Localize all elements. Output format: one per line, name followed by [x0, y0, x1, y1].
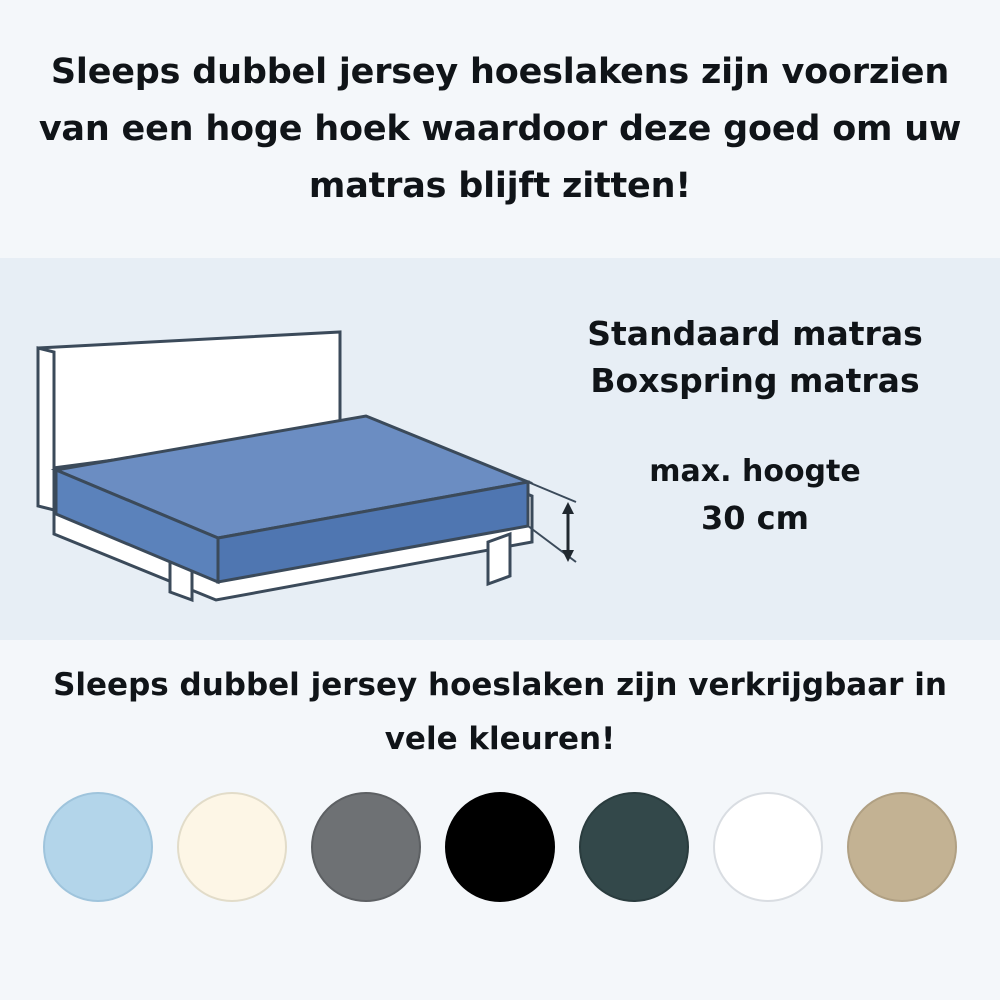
band-text-spacer — [520, 404, 990, 449]
color-swatch-grijs[interactable] — [311, 792, 421, 902]
color-swatch-row — [0, 792, 1000, 902]
headboard-post — [38, 348, 54, 510]
color-swatch-creme[interactable] — [177, 792, 287, 902]
band-height-value: 30 cm — [701, 499, 809, 537]
bed-illustration — [20, 310, 580, 610]
color-swatch-lichtblauw[interactable] — [43, 792, 153, 902]
color-swatch-taupe[interactable] — [847, 792, 957, 902]
colors-caption — [0, 658, 1000, 766]
colors-block — [0, 640, 1000, 1000]
headline-line-2: van een hoge hoek waardoor deze goed om uw — [38, 108, 962, 149]
headline-line-3: matras blijft zitten! — [308, 165, 692, 206]
headline-block — [0, 0, 1000, 258]
band-height-label: max. hoogte — [649, 454, 861, 489]
band-title-boxspring: Boxspring matras — [590, 361, 920, 400]
band-text-block — [520, 310, 990, 541]
colors-caption-line-1: Sleeps dubbel jersey hoeslaken zijn verkrijgbaar in — [53, 667, 947, 703]
band-title-standaard: Standaard matras — [587, 314, 923, 353]
color-swatch-wit[interactable] — [713, 792, 823, 902]
bed-leg-front-right — [488, 534, 510, 584]
color-swatch-donkergroen[interactable] — [579, 792, 689, 902]
colors-caption-line-2: vele kleuren! — [384, 721, 616, 757]
headline-line-1: Sleeps dubbel jersey hoeslakens zijn voorzien — [50, 51, 950, 92]
color-swatch-zwart[interactable] — [445, 792, 555, 902]
illustration-band — [0, 258, 1000, 640]
bed-diagram-svg — [20, 310, 580, 610]
